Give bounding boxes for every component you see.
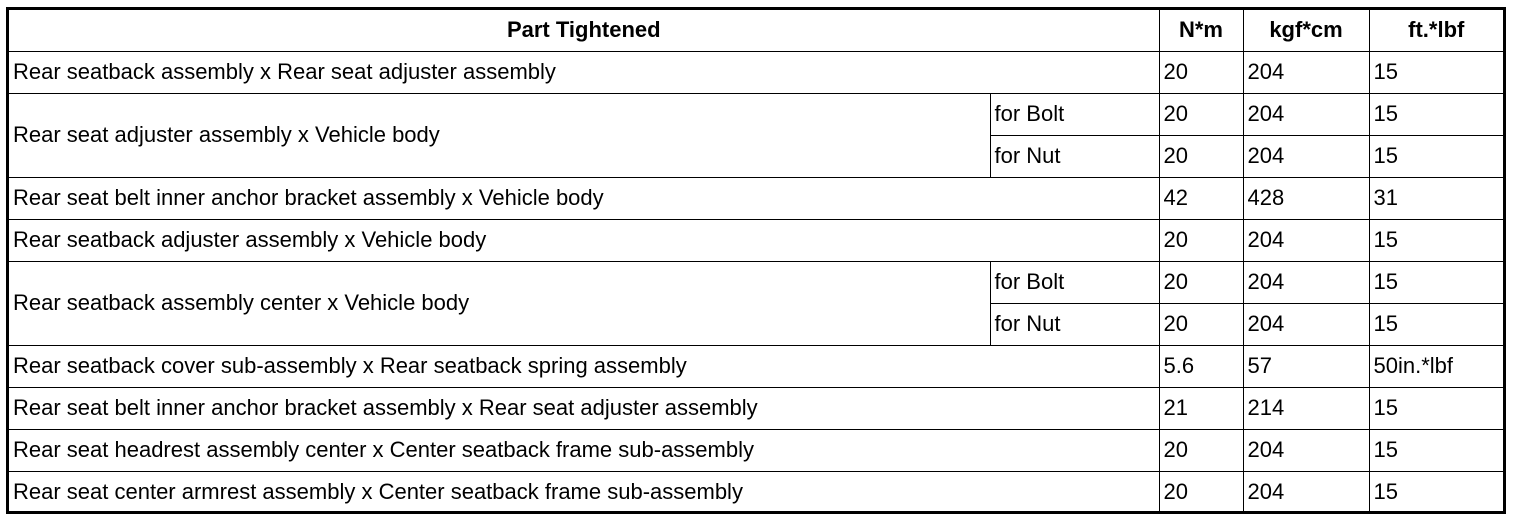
part-cell: Rear seat center armrest assembly x Center seatback frame sub-assembly bbox=[9, 471, 1159, 513]
nm-cell: 20 bbox=[1159, 429, 1243, 471]
ft-lbf-cell: 15 bbox=[1369, 471, 1503, 513]
kgf-cm-cell: 204 bbox=[1243, 471, 1369, 513]
fastener-cell: for Nut bbox=[990, 303, 1159, 345]
part-cell: Rear seat headrest assembly center x Center seatback frame sub-assembly bbox=[9, 429, 1159, 471]
part-cell: Rear seat belt inner anchor bracket assembly x Rear seat adjuster assembly bbox=[9, 387, 1159, 429]
part-cell: Rear seatback assembly x Rear seat adjuster assembly bbox=[9, 51, 1159, 93]
nm-cell: 20 bbox=[1159, 471, 1243, 513]
kgf-cm-cell: 214 bbox=[1243, 387, 1369, 429]
nm-cell: 20 bbox=[1159, 261, 1243, 303]
nm-cell: 21 bbox=[1159, 387, 1243, 429]
ft-lbf-cell: 15 bbox=[1369, 93, 1503, 135]
nm-cell: 20 bbox=[1159, 135, 1243, 177]
fastener-cell: for Bolt bbox=[990, 261, 1159, 303]
ft-lbf-cell: 15 bbox=[1369, 261, 1503, 303]
kgf-cm-cell: 204 bbox=[1243, 303, 1369, 345]
kgf-cm-cell: 428 bbox=[1243, 177, 1369, 219]
kgf-cm-cell: 204 bbox=[1243, 429, 1369, 471]
torque-spec-table bbox=[9, 10, 1503, 513]
ft-lbf-cell: 50in.*lbf bbox=[1369, 345, 1503, 387]
ft-lbf-cell: 15 bbox=[1369, 387, 1503, 429]
table-row bbox=[9, 261, 1503, 303]
kgf-cm-cell: 204 bbox=[1243, 219, 1369, 261]
fastener-cell: for Bolt bbox=[990, 93, 1159, 135]
kgf-cm-cell: 204 bbox=[1243, 93, 1369, 135]
table-row bbox=[9, 387, 1503, 429]
ft-lbf-cell: 15 bbox=[1369, 135, 1503, 177]
header-nm: N*m bbox=[1159, 10, 1243, 51]
table-row bbox=[9, 471, 1503, 513]
part-cell: Rear seatback adjuster assembly x Vehicle body bbox=[9, 219, 1159, 261]
table-row bbox=[9, 345, 1503, 387]
table-row bbox=[9, 93, 1503, 135]
nm-cell: 20 bbox=[1159, 93, 1243, 135]
header-ft-lbf: ft.*lbf bbox=[1369, 10, 1503, 51]
header-kgf-cm: kgf*cm bbox=[1243, 10, 1369, 51]
part-cell: Rear seatback assembly center x Vehicle body bbox=[9, 261, 990, 345]
part-cell: Rear seat adjuster assembly x Vehicle body bbox=[9, 93, 990, 177]
ft-lbf-cell: 15 bbox=[1369, 219, 1503, 261]
nm-cell: 20 bbox=[1159, 51, 1243, 93]
part-cell: Rear seat belt inner anchor bracket assembly x Vehicle body bbox=[9, 177, 1159, 219]
part-cell: Rear seatback cover sub-assembly x Rear seatback spring assembly bbox=[9, 345, 1159, 387]
torque-spec-table-frame bbox=[6, 7, 1506, 514]
kgf-cm-cell: 204 bbox=[1243, 135, 1369, 177]
ft-lbf-cell: 31 bbox=[1369, 177, 1503, 219]
table-row bbox=[9, 51, 1503, 93]
kgf-cm-cell: 204 bbox=[1243, 51, 1369, 93]
nm-cell: 42 bbox=[1159, 177, 1243, 219]
nm-cell: 5.6 bbox=[1159, 345, 1243, 387]
ft-lbf-cell: 15 bbox=[1369, 303, 1503, 345]
table-row bbox=[9, 429, 1503, 471]
table-row bbox=[9, 219, 1503, 261]
header-row bbox=[9, 10, 1503, 51]
ft-lbf-cell: 15 bbox=[1369, 429, 1503, 471]
fastener-cell: for Nut bbox=[990, 135, 1159, 177]
kgf-cm-cell: 204 bbox=[1243, 261, 1369, 303]
kgf-cm-cell: 57 bbox=[1243, 345, 1369, 387]
nm-cell: 20 bbox=[1159, 219, 1243, 261]
header-part-tightened: Part Tightened bbox=[9, 10, 1159, 51]
table-row bbox=[9, 177, 1503, 219]
nm-cell: 20 bbox=[1159, 303, 1243, 345]
ft-lbf-cell: 15 bbox=[1369, 51, 1503, 93]
